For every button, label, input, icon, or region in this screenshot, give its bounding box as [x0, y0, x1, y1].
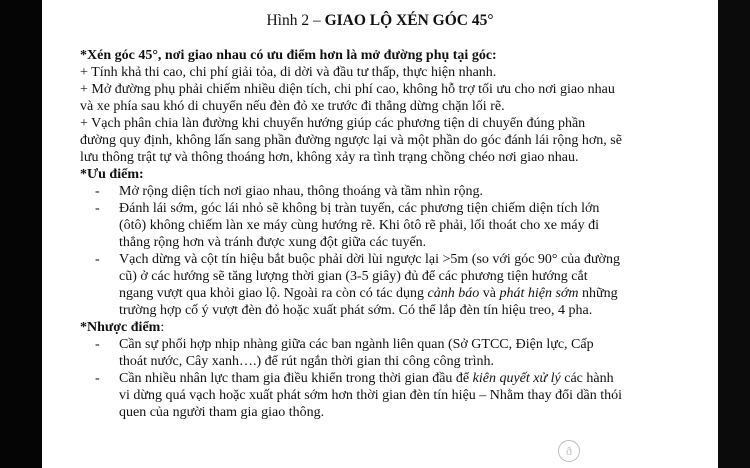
- advantage-item-2: [80, 200, 704, 251]
- disadvantage-2-first-after: các hành: [560, 371, 614, 386]
- disadvantage-1-line-2: thoát nước, Cây xanh….) để rút ngắn thời gian thi công công trình.: [119, 354, 495, 369]
- left-margin-bar: [0, 0, 42, 468]
- intro-point-3-line-1: + Vạch phân chia làn đường khi chuyển hướng giúp các phương tiện di chuyển đúng phần: [80, 116, 586, 131]
- advantages-heading: *Ưu điểm:: [80, 167, 144, 182]
- list-dash: -: [95, 252, 100, 267]
- advantage-3-mid: và: [479, 286, 500, 301]
- advantage-3-italic-detect: phát hiện sớm: [499, 286, 579, 301]
- disadvantage-2-italic: kiên quyết xử lý: [472, 371, 561, 386]
- advantage-3-line-3: [119, 285, 704, 302]
- advantage-2-line-3: thẳng rộng hơn và tránh được xung đột giữa các tuyến.: [119, 235, 427, 250]
- intro-point-2-line-1: + Mở đường phụ phải chiếm nhiều diện tích, chi phí cao, không hỗ trợ tối ưu cho nơi giao nhau: [80, 82, 615, 97]
- intro-point-2-line-2: và xe phía sau khó di chuyển nếu đèn đỏ xe trước đi thẳng dừng chặn lối rẽ.: [80, 99, 505, 114]
- title-prefix: Hình 2 –: [266, 12, 325, 29]
- page-title: [42, 12, 718, 30]
- intro-point-3-line-3: lưu thông trật tự và thông thoáng hơn, không xảy ra tình trạng chồng chéo nơi giao nhau.: [80, 150, 579, 165]
- list-dash: -: [95, 184, 100, 199]
- advantage-item-3: [80, 251, 704, 319]
- disadvantage-item-1: [80, 336, 704, 370]
- document-body: [80, 47, 704, 421]
- list-dash: -: [95, 371, 100, 386]
- disadvantages-heading: [80, 319, 704, 336]
- advantage-2-line-1: Đánh lái sớm, góc lái nhỏ sẽ không bị tràn tuyến, các phương tiện chiếm diện tích lớn: [119, 201, 600, 216]
- list-dash: -: [95, 337, 100, 352]
- disadvantage-item-2: [80, 370, 704, 421]
- title-main: GIAO LỘ XÉN GÓC 45°: [324, 12, 494, 29]
- advantage-1-line-1: Mở rộng diện tích nơi giao nhau, thông thoáng và tầm nhìn rộng.: [119, 184, 483, 199]
- disadvantages-heading-text: *Nhược điểm: [80, 320, 161, 335]
- advantage-3-line-2: cũ) ở các hướng sẽ tăng lượng thời gian (3-5 giây) đủ để các phương tiện hướng cắt: [119, 269, 588, 284]
- right-margin-bar: [718, 0, 750, 468]
- advantage-3-italic-warning: cảnh báo: [427, 286, 480, 301]
- intro-heading: *Xén góc 45°, nơi giao nhau có ưu điểm hơn là mở đường phụ tại góc:: [80, 48, 497, 63]
- list-dash: -: [95, 201, 100, 216]
- advantage-3-line-1: Vạch dừng và cột tín hiệu bắt buộc phải dời lùi ngược lại >5m (so với góc 90° của đường: [119, 252, 620, 267]
- disadvantage-1-line-1: Cần sự phối hợp nhịp nhàng giữa các ban ngành liên quan (Sở GTCC, Điện lực, Cấp: [119, 337, 594, 352]
- watermark-logo: ð: [558, 440, 580, 462]
- disadvantages-heading-colon: :: [160, 320, 165, 335]
- disadvantage-2-line-2: vi dừng quá vạch hoặc xuất phát sớm hơn thời gian đèn tín hiệu – Nhằm thay đổi dần thói: [119, 388, 622, 403]
- disadvantage-2-line-3: quen của người tham gia giao thông.: [119, 405, 325, 420]
- advantage-3-after: những: [578, 286, 618, 301]
- disadvantage-2-first: Cần nhiều nhân lực tham gia điều khiển trong thời gian đầu để: [119, 371, 473, 386]
- advantage-2-line-2: (ôtô) không chiếm làn xe máy cùng hướng rẽ. Khi ôtô rẽ phải, lối thoát cho xe máy đi: [119, 218, 599, 233]
- advantage-3-line-4: trường hợp cố ý vượt đèn đỏ hoặc xuất phát sớm. Có thể lắp đèn tín hiệu treo, 4 pha.: [119, 303, 593, 318]
- intro-point-3-line-2: đường quy định, không lấn sang phần đường ngược lại và một phần do góc đánh lái rộng hơn, sẽ: [80, 133, 622, 148]
- intro-point-1: + Tính khả thi cao, chi phí giải tỏa, di dời và đầu tư thấp, thực hiện nhanh.: [80, 65, 497, 80]
- document-page: [42, 0, 718, 468]
- advantage-3-line-3-text: ngang vượt qua khỏi giao lộ. Ngoài ra còn có tác dụng: [119, 286, 428, 301]
- disadvantage-2-line-1: [119, 370, 704, 387]
- advantage-item-1: [80, 183, 704, 200]
